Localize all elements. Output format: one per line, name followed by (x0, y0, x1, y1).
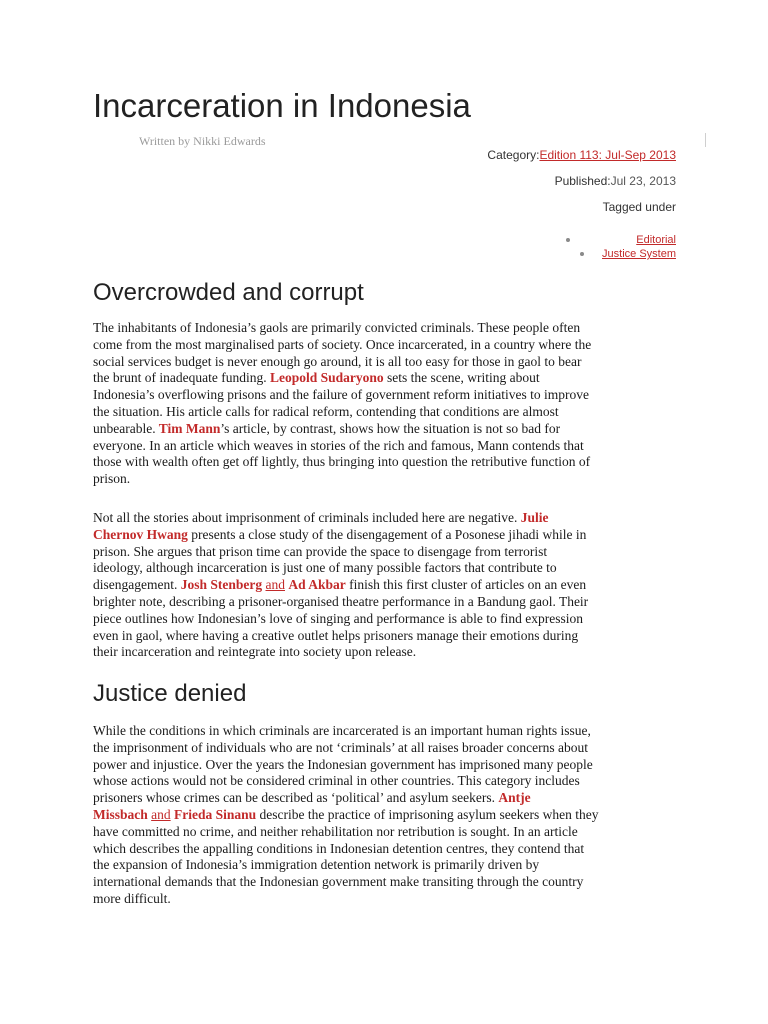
text-line: even in gaol, where having a creative outlet helps prisoners manage their emotions during (93, 627, 579, 643)
text-line (93, 510, 676, 527)
text-line: the expansion of Indonesia’s immigration detention network is primarily driven by (93, 857, 540, 873)
text-line (93, 790, 676, 807)
text-segment: finish this first cluster of articles on an even (345, 577, 587, 593)
text-line: prison. (93, 471, 131, 487)
section-heading-justice-denied: Justice denied (93, 680, 247, 707)
author-link[interactable]: Josh Stenberg (180, 577, 263, 593)
text-segment: describe the practice of imprisoning asylum seekers when they (256, 806, 599, 822)
author-link[interactable]: Frieda Sinanu (174, 806, 257, 822)
text-segment: ’s article, by contrast, shows how the situation is not so bad for (220, 420, 561, 436)
paragraph (93, 510, 676, 661)
text-segment: sets the scene, writing about (383, 370, 540, 386)
text-line: prison. She argues that prison time can provide the space to disengage from terrorist (93, 543, 548, 559)
text-line (93, 370, 676, 387)
paragraph (93, 723, 676, 908)
text-line: the imprisonment of individuals who are not ‘criminals’ at all raises broader concerns about (93, 739, 588, 755)
text-line: the situation. His article calls for radical reform, contending that conditions are almost (93, 403, 559, 419)
tag-item (602, 233, 676, 247)
tagged-under-label: Tagged under (602, 200, 676, 214)
text-line: Indonesia’s overflowing prisons and the failure of government reform initiatives to improve (93, 387, 589, 403)
text-line: their incarceration and reintegrate into society upon release. (93, 644, 417, 660)
text-segment: unbearable. (93, 420, 156, 436)
author-link[interactable]: Julie (517, 510, 549, 525)
text-line: come from the most marginalised parts of society. Once incarcerated, in a country where the (93, 336, 592, 352)
text-line: The inhabitants of Indonesia’s gaols are primarily convicted criminals. These people often (93, 320, 581, 335)
text-segment: presents a close study of the disengagement of a Posonese jihadi while in (187, 526, 587, 542)
tag-list (602, 233, 676, 261)
text-line: those with wealth often get off lightly, thus bringing into question the retributive function of (93, 454, 591, 470)
conjunction-link[interactable]: and (151, 806, 171, 822)
author-link[interactable]: Missbach (93, 806, 148, 822)
text-line: brighter note, describing a prisoner-organised theatre performance in a Bandung gaol. Their (93, 593, 589, 609)
paragraph (93, 320, 676, 488)
text-line: have committed no crime, and neither rehabilitation nor retribution is sought. In an article (93, 823, 578, 839)
text-line: everyone. In an article which weaves in stories of the rich and famous, Mann contends that (93, 437, 584, 453)
author-link[interactable]: Leopold Sudaryono (269, 370, 384, 386)
text-segment: prisoners whose crimes can be described as ‘political’ and asylum seekers. (93, 790, 499, 806)
text-line: power and injustice. Over the years the Indonesian government has imprisoned many people (93, 756, 593, 772)
category-line (487, 148, 676, 162)
text-line (93, 527, 676, 544)
bullet-icon (580, 252, 584, 256)
text-line: social services budget is never enough go around, it is all too easy for those in gaol to bear (93, 353, 582, 369)
text-line (93, 421, 676, 438)
bullet-icon (566, 238, 570, 242)
published-date: Jul 23, 2013 (610, 174, 676, 188)
text-line (93, 807, 676, 824)
conjunction-link[interactable]: and (265, 577, 285, 593)
author-link[interactable]: Tim Mann (155, 420, 221, 436)
text-line (93, 577, 676, 594)
author-link[interactable]: Ad Akbar (288, 577, 346, 593)
meta-divider (705, 133, 706, 147)
author-link[interactable]: Antje (498, 790, 531, 806)
text-line: ideology, although incarceration is just one of many possible factors that contribute to (93, 560, 557, 576)
published-line (555, 174, 676, 188)
text-line: more difficult. (93, 890, 171, 906)
tag-item (602, 247, 676, 261)
published-label: Published: (554, 174, 611, 188)
tag-link-editorial[interactable]: Editorial (636, 234, 676, 246)
text-line: piece outlines how Indonesian’s love of singing and performance is able to find expression (93, 610, 584, 626)
text-segment: disengagement. (93, 577, 181, 593)
text-segment: Not all the stories about imprisonment of criminals included here are negative. (93, 510, 518, 525)
category-link[interactable]: Edition 113: Jul-Sep 2013 (539, 148, 676, 162)
author-link[interactable]: Chernov Hwang (93, 526, 188, 542)
text-line: While the conditions in which criminals are incarcerated is an important human rights issue, (93, 723, 591, 738)
section-heading-overcrowded: Overcrowded and corrupt (93, 279, 364, 306)
category-label: Category: (487, 148, 540, 162)
article-author: Written by Nikki Edwards (139, 134, 266, 148)
article-title: Incarceration in Indonesia (93, 87, 471, 124)
text-line: which describes the appalling conditions in Indonesian detention centres, they contend that (93, 840, 585, 856)
text-line: international demands that the Indonesian government make transiting through the country (93, 874, 584, 890)
tag-link-justice-system[interactable]: Justice System (602, 248, 676, 260)
text-segment: the brunt of inadequate funding. (93, 370, 270, 386)
text-line: whose actions would not be considered criminal in other countries. This category includes (93, 773, 580, 789)
